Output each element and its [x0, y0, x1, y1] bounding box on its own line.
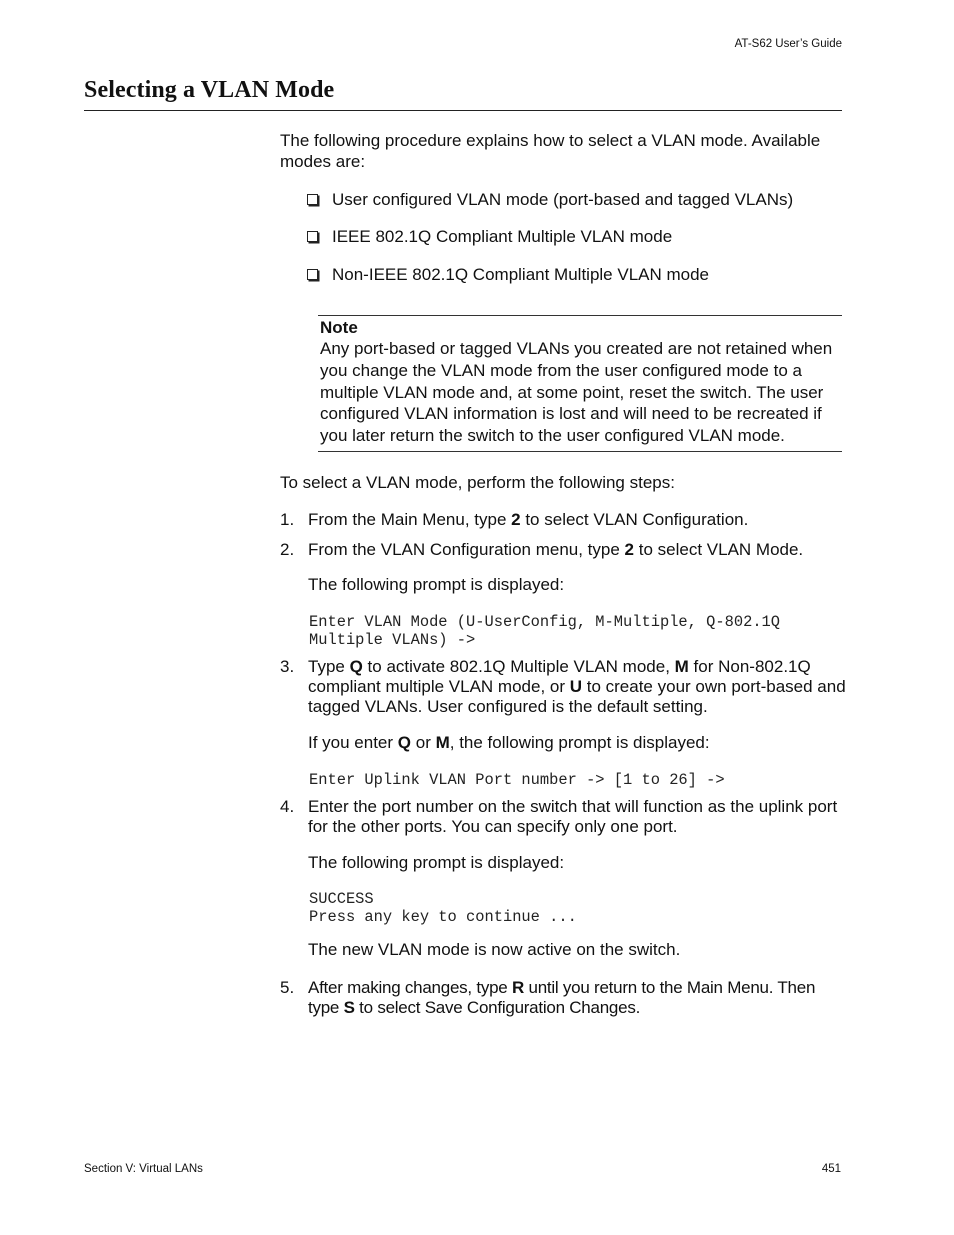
step-1-text: From the Main Menu, type 2 to select VLAN Configuration.	[308, 510, 749, 529]
step-number: 5.	[280, 978, 295, 997]
option-item	[307, 189, 793, 210]
step-4-result: The new VLAN mode is now active on the switch.	[308, 940, 681, 959]
option-text: IEEE 802.1Q Compliant Multiple VLAN mode	[332, 227, 673, 246]
running-header: AT-S62 User’s Guide	[734, 38, 842, 50]
step-3-text: Type Q to activate 802.1Q Multiple VLAN mode, M for Non-802.1Q compliant multiple VLAN mode, or U to create your own port-based and tagged VLANs. User configured is the default setting.	[308, 657, 846, 716]
console-output: SUCCESS Press any key to continue ...	[309, 890, 577, 926]
step-3-subtext: If you enter Q or M, the following prompt is displayed:	[308, 733, 710, 752]
key-2: 2	[511, 510, 521, 529]
section-title: Selecting a VLAN Mode	[84, 77, 335, 103]
console-prompt: Enter Uplink VLAN Port number -> [1 to 26] ->	[309, 771, 725, 789]
step-5-text: After making changes, type R until you return to the Main Menu. Then type S to select Save Configuration Changes.	[308, 978, 816, 1017]
step-number: 4.	[280, 797, 295, 816]
option-item	[307, 264, 709, 285]
note-label: Note	[320, 318, 358, 337]
note-top-rule	[318, 315, 842, 316]
note-text: Any port-based or tagged VLANs you created are not retained when you change the VLAN mode from the user configured mode to a multiple VLAN mode and, at some point, reset the switch. The user configured VLAN information is lost and will need to be recreated if you later return the switch to the user configured VLAN mode.	[320, 339, 833, 446]
steps-intro: To select a VLAN mode, perform the following steps:	[280, 473, 675, 492]
intro-paragraph: The following procedure explains how to select a VLAN mode. Available modes are:	[280, 131, 821, 171]
step-number: 1.	[280, 510, 295, 529]
option-item	[307, 226, 672, 247]
step-2-text: From the VLAN Configuration menu, type 2 to select VLAN Mode.	[308, 540, 804, 559]
prompt-intro: The following prompt is displayed:	[308, 575, 565, 594]
checkbox-bullet-icon	[307, 269, 318, 280]
prompt-intro: The following prompt is displayed:	[308, 853, 565, 872]
console-prompt: Enter VLAN Mode (U-UserConfig, M-Multiple, Q-802.1Q Multiple VLANs) ->	[309, 613, 781, 649]
checkbox-bullet-icon	[307, 194, 318, 205]
note-box	[318, 315, 842, 452]
step-4-text: Enter the port number on the switch that will function as the uplink port for the other ports. You can specify only one port.	[308, 797, 838, 836]
step-number: 2.	[280, 540, 295, 559]
note-bottom-rule	[318, 451, 842, 452]
option-text: User configured VLAN mode (port-based and tagged VLANs)	[332, 190, 794, 209]
checkbox-bullet-icon	[307, 231, 318, 242]
footer-section: Section V: Virtual LANs	[84, 1163, 203, 1175]
option-text: Non-IEEE 802.1Q Compliant Multiple VLAN mode	[332, 265, 710, 284]
key-2: 2	[624, 540, 635, 559]
title-rule	[84, 110, 842, 111]
step-number: 3.	[280, 657, 295, 676]
page-number: 451	[821, 1163, 841, 1175]
